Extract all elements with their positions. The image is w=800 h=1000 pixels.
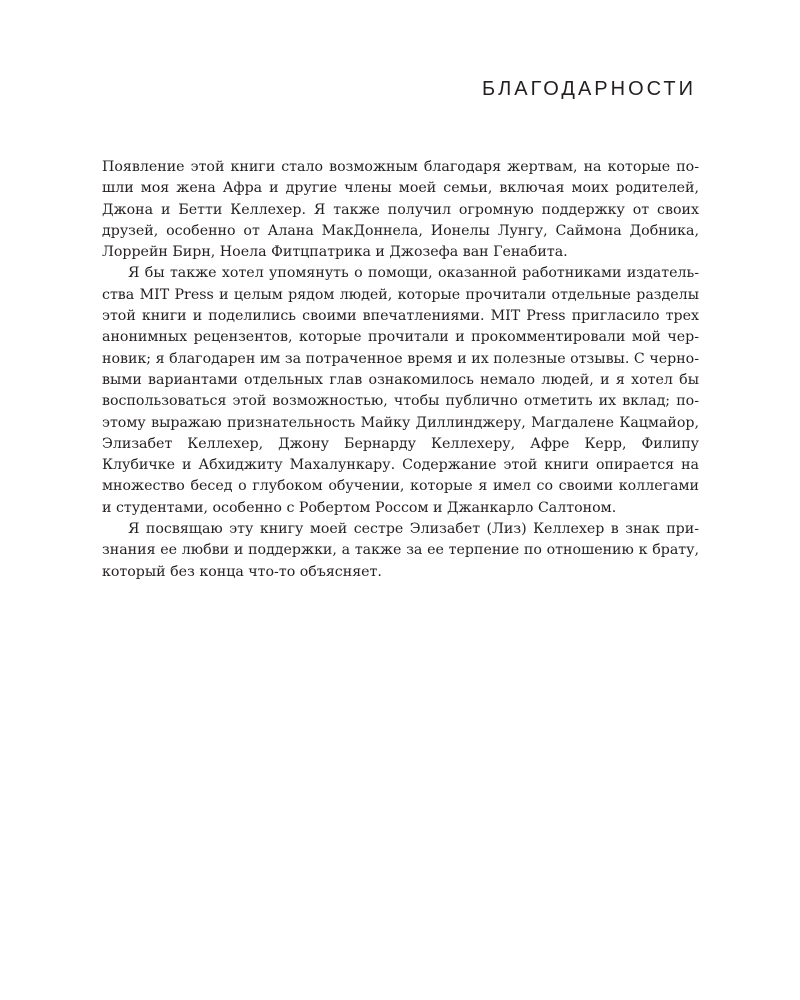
body-text <box>102 157 699 583</box>
paragraph-family-thanks: Появление этой книги стало возможным благодаря жертвам, на которые пошли моя жена Афра и другие члены моей семьи, включая моих родителей, Джона и Бетти Келлехер. Я также получил огромную поддержку от своих друзей, особенно от Алана МакДоннела, Ионелы Лунгу, Саймона Добника, Лоррейн Бирн, Ноела Фитцпатрика и Джозефа ван Генабита. <box>102 159 699 261</box>
paragraph-reviewers-thanks: Я бы также хотел упомянуть о помощи, оказанной работниками издательства MIT Press и целым рядом людей, которые прочитали отдельные разделы этой книги и поделились своими впечатлениями. MIT Press пригласило трех анонимных рецензентов, которые прочитали и прокомментировали мой черновик; я благодарен им за потраченное время и их полезные отзывы. С черновыми вариантами отдельных глав ознакомилось немало людей, и я хотел бы воспользоваться этой возможностью, чтобы публично отметить их вклад; поэтому выражаю признательность Майку Диллинджеру, Магдалене Кацмайор, Элизабет Келлехер, Джону Бернарду Келлехеру, Афре Керр, Филипу Клубичке и Абхиджиту Махалункару. Содержание этой книги опирается на множество бесед о глубоком обучении, которые я имел со своими коллегами и студентами, особенно с Робертом Россом и Джанкарло Салтоном. <box>102 265 699 516</box>
page-title: БЛАГОДАРНОСТИ <box>481 78 696 100</box>
paragraph-dedication: Я посвящаю эту книгу моей сестре Элизабет (Лиз) Келлехер в знак признания ее любви и поддержки, а также за ее терпение по отношению к брату, который без конца что-то объясняет. <box>102 521 699 580</box>
